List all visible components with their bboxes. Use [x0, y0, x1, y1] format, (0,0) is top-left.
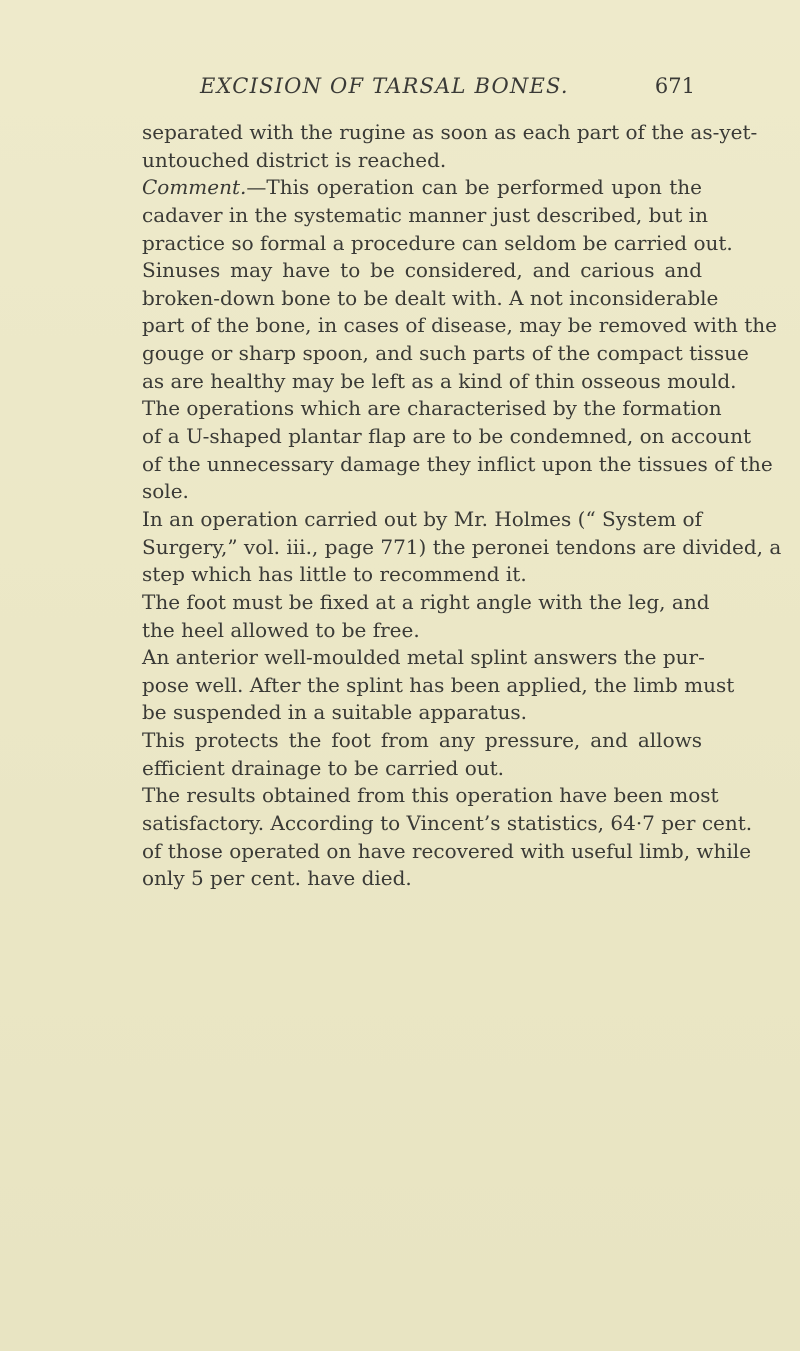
- line-text: efficient drainage to be carried out.: [142, 755, 505, 780]
- line-text: part of the bone, in cases of disease, may be removed with the: [142, 313, 777, 338]
- line-text: practice so formal a procedure can seldom be carried out.: [142, 230, 733, 255]
- text-line: [142, 174, 702, 202]
- line-text: only 5 per cent. have died.: [142, 866, 412, 891]
- line-text: —This operation can be performed upon the: [246, 175, 702, 200]
- line-text: of a U-shaped plantar flap are to be condemned, on account: [142, 424, 752, 449]
- text-line: [142, 202, 708, 230]
- line-text: cadaver in the systematic manner just described, but in: [142, 202, 708, 227]
- text-line: [142, 451, 773, 479]
- line-text: The foot must be fixed at a right angle with the leg, and: [142, 589, 710, 614]
- line-text: broken-down bone to be dealt with. A not inconsiderable: [142, 285, 719, 310]
- line-text: Surgery,” vol. iii., page 771) the peronei tendons are divided, a: [142, 534, 782, 559]
- line-text: untouched district is reached.: [142, 147, 447, 172]
- line-text: as are healthy may be left as a kind of thin osseous mould.: [142, 368, 737, 393]
- text-line: [142, 285, 719, 313]
- text-line: [142, 644, 705, 672]
- text-line: [142, 755, 702, 783]
- page-number: 671: [654, 74, 695, 98]
- text-line: [142, 395, 722, 423]
- text-line: [142, 478, 702, 506]
- line-text: step which has little to recommend it.: [142, 562, 527, 587]
- line-text: separated with the rugine as soon as each part of the as-yet-: [142, 120, 758, 144]
- text-line: [142, 838, 752, 866]
- text-line: [142, 699, 702, 727]
- text-line: [142, 782, 719, 810]
- text-line: [142, 119, 758, 147]
- text-line: [142, 534, 782, 562]
- text-line: [142, 561, 702, 589]
- text-line: [142, 810, 753, 838]
- text-line: [142, 617, 702, 645]
- line-text: This protects the foot from any pressure, and allows: [142, 728, 702, 753]
- text-line: [142, 340, 749, 368]
- text-line: [142, 865, 702, 893]
- text-line: [142, 312, 777, 340]
- text-line: [142, 727, 702, 755]
- line-text: The results obtained from this operation have been most: [142, 783, 719, 808]
- text-line: [142, 672, 735, 700]
- running-title: EXCISION OF TARSAL BONES.: [200, 74, 569, 98]
- line-text: of those operated on have recovered with useful limb, while: [142, 838, 752, 863]
- line-text: The operations which are characterised by the formation: [142, 396, 722, 421]
- text-line: [142, 589, 710, 617]
- text-line: [142, 230, 733, 258]
- line-text: An anterior well-moulded metal splint answers the pur-: [142, 645, 705, 670]
- text-line: [142, 368, 737, 396]
- text-line: [142, 506, 702, 534]
- text-line: [142, 257, 702, 285]
- line-text: In an operation carried out by Mr. Holmes (“ System of: [142, 506, 702, 531]
- text-line: [142, 423, 752, 451]
- text-line: [142, 147, 702, 175]
- running-head: [150, 74, 695, 104]
- line-text: of the unnecessary damage they inflict upon the tissues of the: [142, 451, 773, 476]
- line-text: satisfactory. According to Vincent’s statistics, 64·7 per cent.: [142, 811, 753, 836]
- body-text: [142, 119, 782, 893]
- line-text: Sinuses may have to be considered, and carious and: [142, 258, 702, 283]
- line-text: be suspended in a suitable apparatus.: [142, 700, 528, 725]
- line-text: sole.: [142, 479, 189, 504]
- line-text: gouge or sharp spoon, and such parts of the compact tissue: [142, 341, 749, 366]
- line-text: the heel allowed to be free.: [142, 617, 420, 642]
- section-label: Comment.: [142, 175, 247, 200]
- line-text: pose well. After the splint has been applied, the limb must: [142, 672, 735, 697]
